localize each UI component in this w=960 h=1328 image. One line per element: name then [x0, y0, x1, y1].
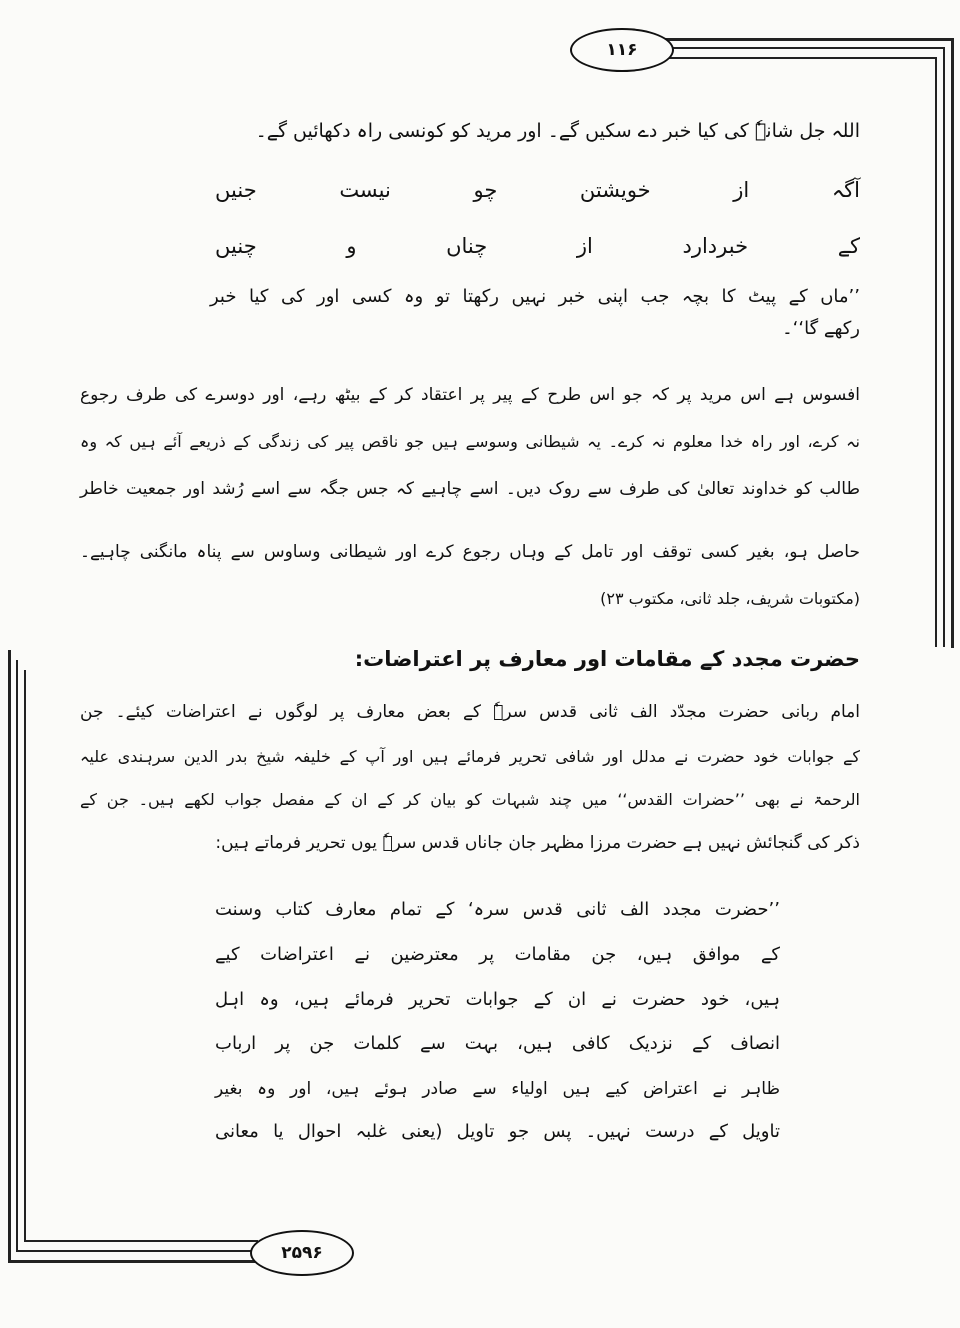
paragraph-line: ذکر کی گنجائش نہیں ہے حضرت مرزا مظہر جان جاناں قدس سرہٗ یوں تحریر فرماتے ہیں: — [215, 833, 860, 853]
intro-line: اللہ جل شانہٗ کی کیا خبر دے سکیں گے۔ اور مرید کو کونسی راہ دکھائیں گے۔ — [255, 120, 860, 142]
frame-bottom-line-3 — [24, 1240, 258, 1242]
couplet-line-2 — [215, 230, 860, 262]
verse-word: و — [346, 234, 357, 258]
verse-word: خویشتن — [579, 178, 651, 202]
frame-top-line-outer — [655, 38, 953, 41]
frame-left-line-outer — [8, 650, 11, 1262]
verse-word: خبردارد — [682, 234, 749, 258]
block-quote-line: ہیں، خود حضرت نے ان کے جوابات تحریر فرمائے ہیں، وہ اہل — [215, 989, 780, 1010]
frame-right-line-inner — [943, 47, 945, 647]
quote-line: رکھے گا‘‘۔ — [782, 318, 860, 339]
verse-word: از — [576, 234, 593, 258]
verse-word: نیست — [339, 178, 391, 202]
paragraph-line: نہ کرے، اور راہ خدا معلوم نہ کرے۔ یہ شیطانی وسوسے ہیں جو ناقص پیر کی زندگی کے ذریعے آئے ہیں کہ وہ — [80, 432, 860, 451]
paragraph-line: حاصل ہو، بغیر کسی توقف اور تامل کے وہاں رجوع کرے اور شیطانی وساوس سے پناہ مانگنی چاہیے۔ — [80, 542, 860, 562]
paragraph-line: کے جوابات خود حضرت نے مدلل اور شافی تحریر فرمائے ہیں اور آپ کے خلیفہ شیخ بدر الدین سرہندی علیہ — [80, 747, 860, 766]
paragraph-line: طالب کو خداوند تعالیٰ کی طرف سے روک دیں۔ اسے چاہیے کہ جس جگہ سے اسے رُشد اور جمعیت خاطر — [80, 479, 860, 499]
frame-right-line-3 — [935, 57, 937, 647]
verse-word: کے — [837, 234, 860, 258]
paragraph-line: الرحمۃ نے بھی ’’حضرات القدس‘‘ میں چند شبہات کو بیان کر کے ان کے مفصل جواب لکھے ہیں۔ جن کے — [80, 790, 860, 809]
frame-top-line-inner — [655, 47, 945, 49]
frame-top-line-3 — [655, 57, 937, 59]
page-number-top-oval — [570, 28, 674, 72]
paragraph-line: افسوس ہے اس مرید پر کہ جو اس طرح کے پیر پر اعتقاد کر کے بیٹھ رہے، اور دوسرے کی طرف رجوع — [80, 385, 860, 405]
verse-word: جنیں — [215, 178, 257, 202]
frame-left-line-inner — [16, 660, 18, 1252]
couplet-line-1 — [215, 174, 860, 206]
block-quote-line: تاویل کے درست نہیں۔ پس جو تاویل (یعنی غلبہ احوال یا معانی — [215, 1121, 780, 1142]
section-heading: حضرت مجدد کے مقامات اور معارف پر اعتراضات: — [354, 647, 860, 671]
frame-bottom-line-outer — [8, 1260, 258, 1263]
page-number-bottom-oval — [250, 1230, 354, 1276]
block-quote-line: ’’حضرت مجدد الف ثانی قدس سرہ‘ کے تمام معارف کتاب وسنت — [215, 899, 780, 920]
page-number-bottom: ۲۵۹۶ — [281, 1243, 323, 1263]
verse-word: چو — [473, 178, 498, 202]
paragraph-line: امام ربانی حضرت مجدّد الف ثانی قدس سرہٗ کے بعض معارف پر لوگوں نے اعتراضات کیئے۔ جن — [80, 702, 860, 722]
verse-word: چنیں — [215, 234, 257, 258]
block-quote-line: کے موافق ہیں، جن مقامات پر معترضین نے اعتراضات کیے — [215, 944, 780, 965]
frame-right-line-outer — [951, 38, 954, 648]
block-quote-line: انصاف کے نزدیک کافی ہیں، بہت سے کلمات جن پر ارباب — [215, 1033, 780, 1054]
frame-bottom-line-inner — [16, 1250, 258, 1252]
block-quote-line: ظاہر نے اعتراض کیے ہیں اولیاء سے صادر ہوئے ہیں، اور وہ بغیر — [215, 1079, 780, 1099]
verse-word: از — [733, 178, 750, 202]
frame-left-line-3 — [24, 670, 26, 1242]
verse-word: آگہ — [831, 178, 860, 202]
citation: (مکتوبات شریف، جلد ثانی، مکتوب ۲۳) — [600, 589, 860, 608]
quote-line: ’’ماں کے پیٹ کا بچہ جب اپنی خبر نہیں رکھتا تو وہ کسی اور کی کیا خبر — [210, 286, 860, 307]
page-number-top: ۱۱۶ — [606, 40, 638, 60]
verse-word: چناں — [446, 234, 488, 258]
